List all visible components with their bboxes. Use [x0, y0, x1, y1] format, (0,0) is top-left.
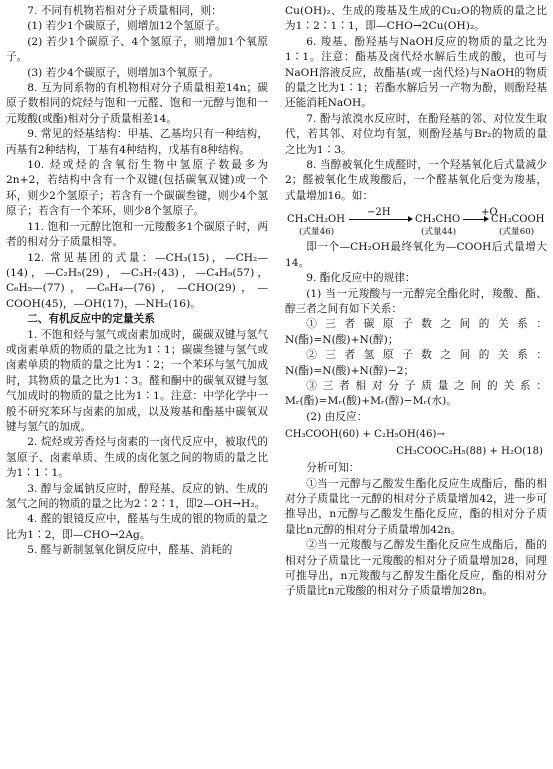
scheme-formula-mass-2: (式量44) — [421, 227, 457, 238]
paragraph: (2) 由反应： — [306, 410, 368, 423]
paragraph: 即一个—CH₂OH最终氧化为—COOH后式量增大14。 — [285, 241, 547, 269]
esterification-products: CH₃COOC₂H₅(88) + H₂O(18) — [396, 446, 543, 458]
paragraph: (1) 当一元羧酸与一元醇完全酯化时，羧酸、酯、醇三者之间有如下关系： — [285, 287, 547, 315]
paragraph: 6. 羧基、酚羟基与NaOH反应的物质的量之比为1∶1。注意：酯基及卤代烃水解后生成的酸，也可与NaOH溶液反应，故酯基(或一卤代烃)与NaOH的物质的量之比为1∶1；若酯水解后另一产物为酚，则酚羟基还能消耗NaOH。 — [285, 35, 547, 110]
paragraph: ③三者相对分子质量之间的关系：Mᵣ(酯)=Mᵣ(酸)+Mᵣ(醇)−Mᵣ(水)。 — [285, 379, 547, 408]
scheme-arrow-1 — [349, 219, 409, 220]
paragraph: 5. 醛与新制氢氧化铜反应中，醛基、消耗的 — [27, 544, 233, 557]
paragraph: (2) 若少1个碳原子、4个氢原子，则增加1个氧原子。 — [6, 35, 268, 64]
paragraph: 11. 饱和一元醇比饱和一元羧酸多1个碳原子时，两者的相对分子质量相等。 — [6, 220, 268, 249]
paragraph: (1) 若少1个碳原子，则增加12个氢原子。 — [27, 20, 226, 33]
scheme-arrow-label-minus-2h: −2H — [367, 207, 391, 219]
paragraph: 8. 互为同系物的有机物相对分子质量相差14n；碳原子数相同的烷烃与饱和一元醛、饱和一元醇与饱和一元羧酸(或酯)相对分子质量相差14。 — [6, 82, 268, 125]
paragraph: ①当一元醇与乙酸发生酯化反应生成酯后，酯的相对分子质量比一元醇的相对分子质量增加42，进一步可推导出，n元醇与乙酸发生酯化反应，酯的相对分子质量比n元醇的相对分子质量增加42n。 — [285, 477, 547, 536]
paragraph: ②当一元羧酸与乙醇发生酯化反应生成酯后，酯的相对分子质量比一元羧酸的相对分子质量增加28，同理可推导出，n元羧酸与乙醇发生酯化反应，酯的相对分子质量比n元羧酸的相对分子质量增加28n。 — [285, 539, 547, 598]
scheme-formula-mass-3: (式量60) — [499, 227, 535, 238]
scheme-molecule-acetic-acid: CH₃COOH — [491, 214, 545, 226]
analysis-label: 分析可知： — [306, 462, 360, 475]
scheme-arrow-label-plus-o: +O — [481, 207, 498, 219]
paragraph: 9. 酯化反应中的规律： — [306, 272, 416, 285]
right-column — [285, 4, 547, 600]
oxidation-scheme — [285, 206, 547, 238]
scheme-molecule-ethanol: CH₃CH₂OH — [287, 214, 346, 226]
scheme-arrowhead-2 — [484, 216, 489, 222]
paragraph: 1. 不饱和烃与氢气或卤素加成时，碳碳双键与氢气或卤素单质的物质的量之比为1∶1；碳碳叁键与氢气或卤素单质的物质的量之比为1∶2；一个苯环与氢气加成时，其物质的量之比为1∶3。醛和酮中的碳氧双键与氢气加成时的物质的量之比为1∶1。注意：中学化学中一般不研究苯环与卤素的加成，以及羧基和酯基中碳氧双键与氢气的加成。 — [6, 328, 268, 433]
esterification-reactants: CH₃COOH(60) + C₂H₅OH(46)→ — [285, 429, 445, 441]
paragraph: ②三者氢原子数之间的关系：N(酯)=N(酸)+N(醇)−2； — [285, 349, 547, 377]
paragraph: 8. 当醇被氧化生成醛时，一个羟基氧化后式量减少2；醛被氧化生成羧酸后，一个醛基氧化后变为羧基，式量增加16。如： — [285, 159, 547, 202]
paragraph: 3. 醇与金属钠反应时，醇羟基、反应的钠、生成的氢气之间的物质的量之比为2∶2∶1，即2—OH→H₂。 — [6, 482, 268, 510]
paragraph: 7. 酚与浓溴水反应时，在酚羟基的邻、对位发生取代，若其邻、对位均有氢，则酚羟基与Br₂的物质的量之比为1∶3。 — [285, 112, 547, 156]
scheme-molecule-acetaldehyde: CH₃CHO — [415, 214, 461, 226]
paragraph: 7. 不同有机物若相对分子质量相同，则： — [27, 5, 222, 17]
paragraph: (3) 若少4个碳原子，则增加3个氧原子。 — [27, 66, 219, 79]
paragraph: 4. 醛的银镜反应中，醛基与生成的银的物质的量之比为1∶2，即—CHO→2Ag。 — [6, 513, 268, 541]
paragraph: Cu(OH)₂、生成的羧基及生成的Cu₂O的物质的量之比为1∶2∶1∶1，即—CHO→2Cu(OH)₂。 — [285, 5, 547, 33]
scheme-formula-mass-1: (式量46) — [299, 227, 335, 238]
paragraph: 2. 烷烃或芳香烃与卤素的一卤代反应中，被取代的氢原子、卤素单质、生成的卤化氢之间的物质的量之比为1∶1∶1。 — [6, 436, 268, 480]
paragraph: 9. 常见的烃基结构：甲基、乙基均只有一种结构，丙基有2种结构，丁基有4种结构，戊基有8种结构。 — [6, 128, 268, 156]
left-column — [6, 4, 268, 559]
scheme-arrow-2 — [463, 219, 485, 220]
paragraph: ①三者碳原子数之间的关系：N(酯)=N(酸)+N(醇)； — [285, 318, 547, 346]
section-heading: 二、有机反应中的定量关系 — [27, 313, 155, 326]
scheme-arrowhead-1 — [408, 216, 413, 222]
paragraph: 12. 常见基团的式量：—CH₃(15)，—CH₂—(14)，—C₂H₅(29)，—C₃H₇(43)，—C₄H₉(57)，C₆H₅—(77)，—C₆H₄—(76)，—CHO(29)，—COOH(45)，—OH(17)，—NH₂(16)。 — [6, 251, 268, 310]
paragraph: 10. 烃或烃的含氧衍生物中氢原子数最多为2n+2，若结构中含有一个双键(包括碳氧双键)或一个环，则少2个氢原子；若含有一个碳碳叁键，则少4个氢原子；若含有一个苯环，则少8个氢原子。 — [6, 159, 268, 218]
